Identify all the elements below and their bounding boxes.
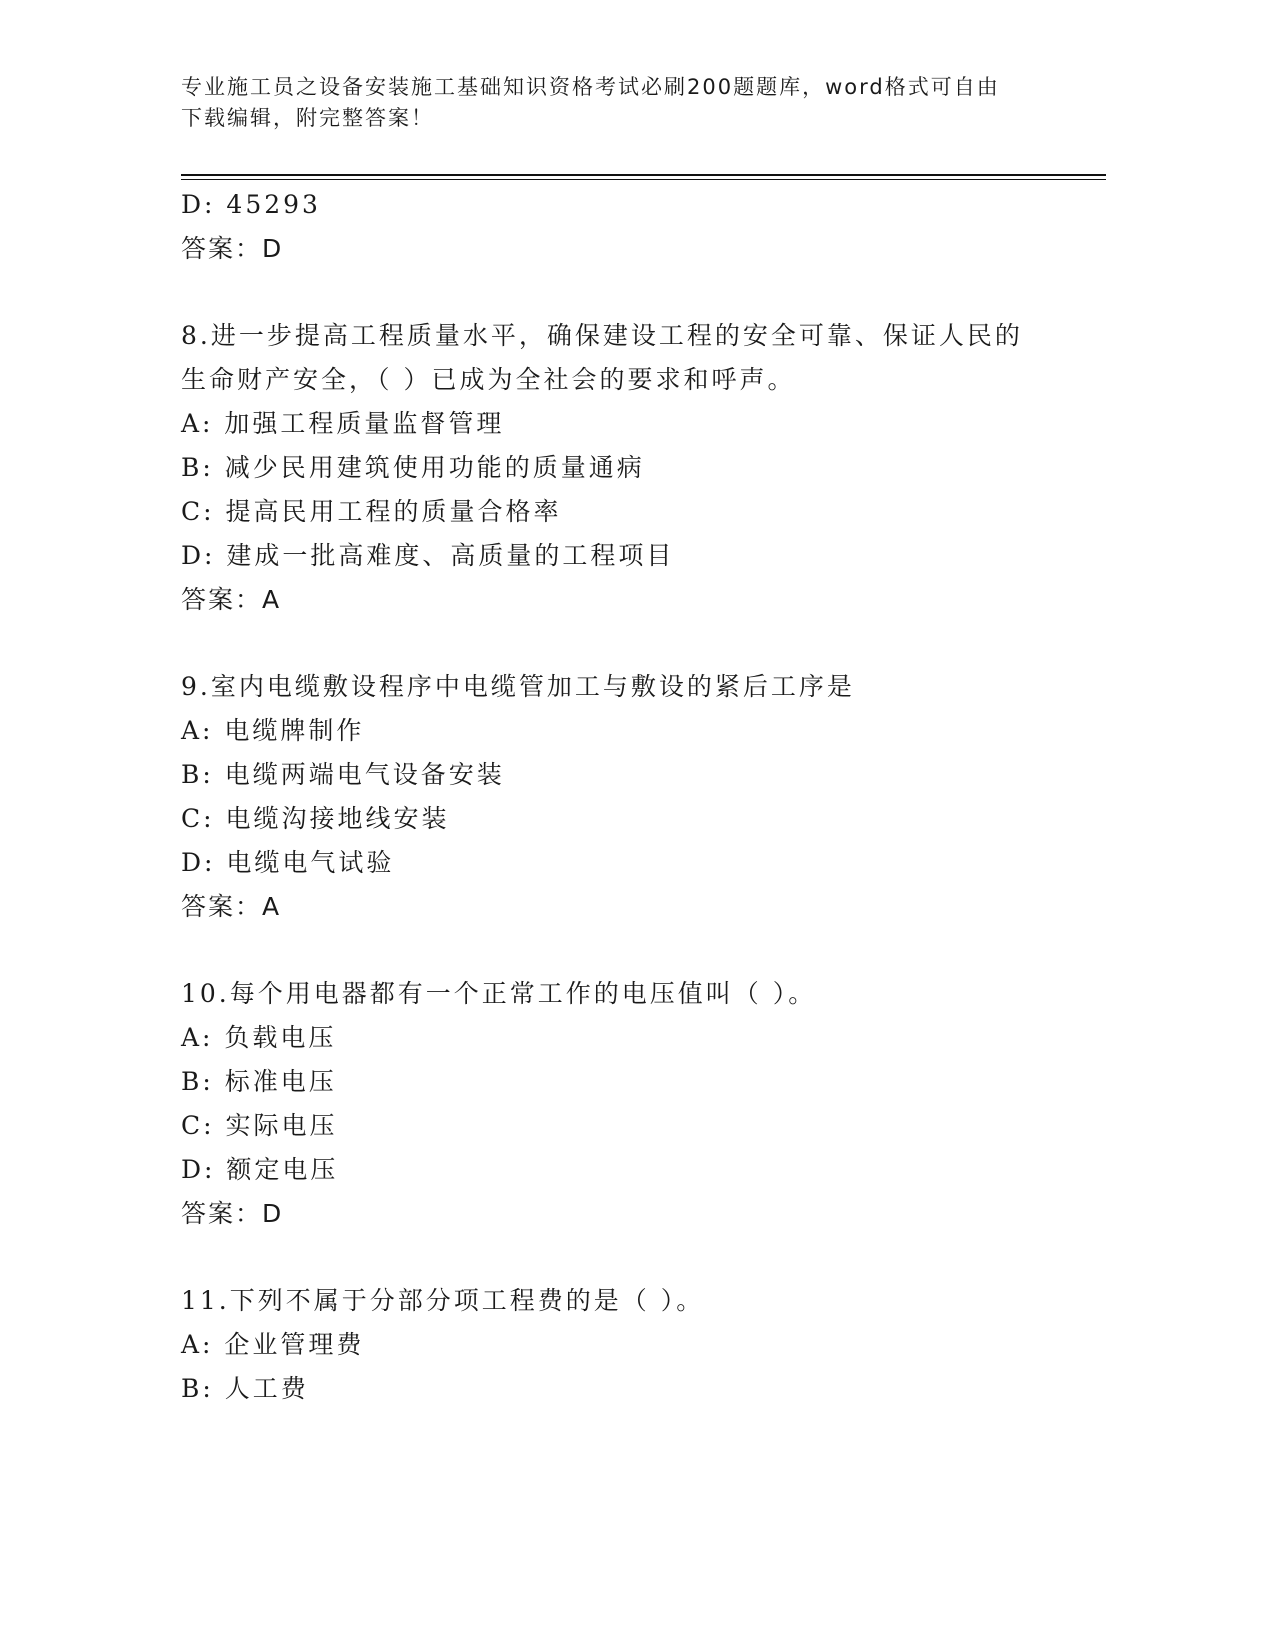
q7-answer: 答案：D — [181, 234, 284, 263]
q10-stem: 10.每个用电器都有一个正常工作的电压值叫（ ）。 — [181, 979, 817, 1008]
q8-option-b: B: 减少民用建筑使用功能的质量通病 — [181, 453, 645, 482]
q8-option-a: A: 加强工程质量监督管理 — [181, 409, 505, 438]
q10-option-c: C: 实际电压 — [181, 1111, 338, 1140]
q9-option-b: B: 电缆两端电气设备安装 — [181, 760, 505, 789]
q9-option-d: D: 电缆电气试验 — [181, 848, 395, 877]
q10-option-a: A: 负载电压 — [181, 1023, 337, 1052]
q9-option-a: A: 电缆牌制作 — [181, 716, 365, 745]
q11-option-a: A: 企业管理费 — [181, 1330, 365, 1359]
q9-option-c: C: 电缆沟接地线安装 — [181, 804, 450, 833]
q11-option-b: B: 人工费 — [181, 1374, 309, 1403]
q9-answer: 答案：A — [181, 892, 282, 921]
header-divider-thin — [181, 179, 1106, 180]
q8-option-d: D: 建成一批高难度、高质量的工程项目 — [181, 541, 675, 570]
q10-answer: 答案：D — [181, 1199, 284, 1228]
q7-option-d: D: 45293 — [181, 190, 321, 219]
header-title-line-1: 专业施工员之设备安装施工基础知识资格考试必刷200题题库，word格式可自由 — [181, 75, 1000, 99]
q11-stem: 11.下列不属于分部分项工程费的是（ ）。 — [181, 1286, 705, 1315]
q10-option-b: B: 标准电压 — [181, 1067, 337, 1096]
q8-stem-line-1: 8.进一步提高工程质量水平，确保建设工程的安全可靠、保证人民的 — [181, 321, 1023, 350]
q9-stem: 9.室内电缆敷设程序中电缆管加工与敷设的紧后工序是 — [181, 672, 855, 701]
q8-option-c: C: 提高民用工程的质量合格率 — [181, 497, 562, 526]
question-list — [181, 183, 1081, 1411]
header-title-line-2: 下载编辑，附完整答案！ — [181, 106, 434, 130]
header-divider-thick — [181, 174, 1106, 176]
page-header — [181, 72, 1061, 134]
q8-answer: 答案：A — [181, 585, 282, 614]
q8-stem-line-2: 生命财产安全，（ ）已成为全社会的要求和呼声。 — [181, 365, 796, 394]
q10-option-d: D: 额定电压 — [181, 1155, 339, 1184]
